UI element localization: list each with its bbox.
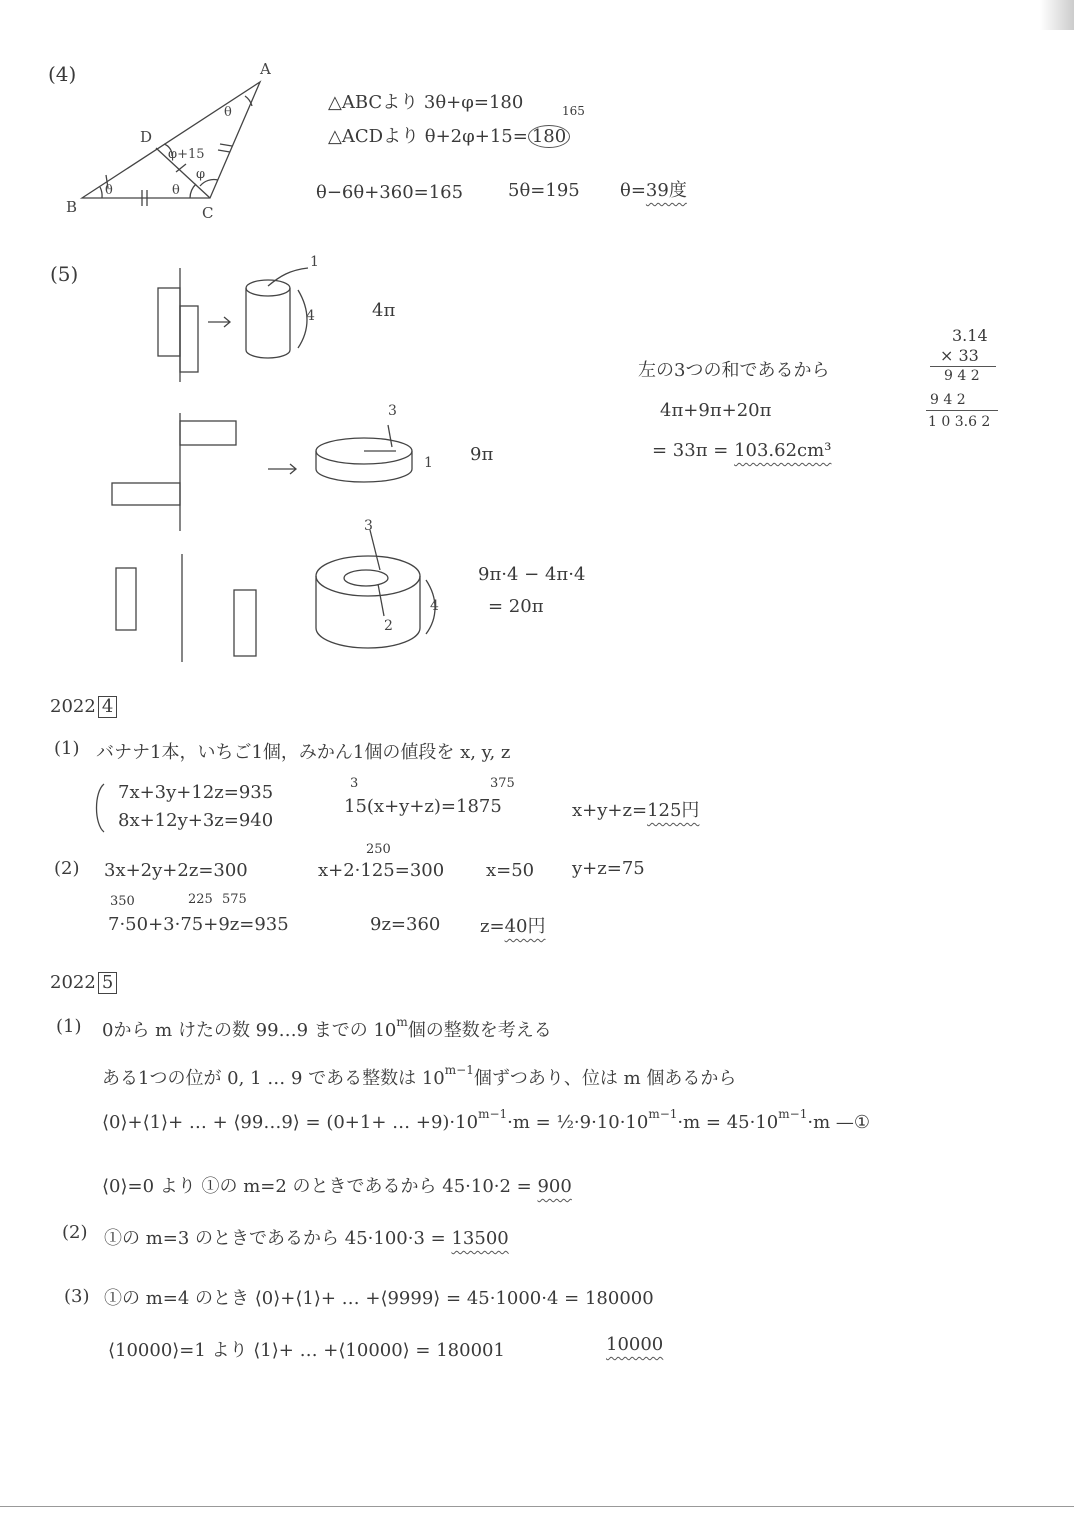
p4-year: 2022	[50, 696, 96, 717]
q4-line1: △ABCより 3θ+φ=180	[328, 92, 524, 113]
p4-q2-label: (2)	[54, 858, 80, 879]
q5-sum2-line	[652, 440, 831, 461]
angle-a-theta: θ	[224, 105, 232, 120]
p5-line2: ある1つの位が 0, 1 … 9 である整数は $10^{m-1}$個ずつあり、位は m 個あるから	[102, 1063, 737, 1089]
p5-q3-label: (3)	[64, 1286, 90, 1307]
p5-number: 5	[98, 972, 117, 994]
triangle-abc	[82, 82, 260, 198]
angle-a-arc	[245, 96, 252, 106]
q5-fig3	[108, 518, 448, 668]
q5-fig2	[108, 395, 448, 535]
scan-corner-shadow	[1040, 0, 1074, 30]
q5-val2: 9π	[470, 444, 494, 465]
angle-c1-arc	[190, 184, 196, 198]
fig3-h: 4	[430, 598, 439, 614]
system-brace	[92, 780, 106, 836]
p4-heading	[50, 696, 117, 718]
rect-left-3	[116, 568, 136, 630]
q4-line2	[328, 122, 570, 148]
rect-top-2	[180, 421, 236, 445]
fig1-r: 1	[310, 254, 319, 270]
fig3-r: 2	[384, 618, 393, 634]
p4-eq11: z=	[480, 916, 505, 937]
ring-bottom	[316, 628, 420, 648]
p4-eq8: y+z=75	[572, 858, 645, 879]
p4-note3: 3	[350, 776, 359, 791]
p4-answer2: 40円	[504, 916, 546, 937]
p5-line7: ⟨10000⟩=1 より ⟨1⟩+ … +⟨10000⟩ = 180001	[108, 1340, 505, 1361]
calc-line1: 3.14	[952, 326, 988, 345]
p4-eq9: 7·50+3·75+9z=935	[108, 914, 289, 935]
p5-answer2: 13500	[451, 1228, 509, 1249]
tick-ac-2	[220, 144, 232, 146]
q4-label: (4)	[48, 62, 77, 86]
disk-bottom	[316, 469, 412, 482]
p4-eq3: 15(x+y+z)=1875	[344, 796, 502, 817]
q4-answer: 39度	[645, 180, 687, 201]
p4-note350: 350	[110, 894, 135, 909]
p5-q2-label: (2)	[62, 1222, 88, 1243]
tick-ac-1	[218, 150, 230, 152]
p4-answer1: 125円	[647, 800, 700, 821]
calc-rule2	[926, 410, 998, 411]
q5-fig1	[150, 250, 340, 390]
fig1-h: 4	[306, 308, 315, 324]
fig2-r: 3	[388, 403, 397, 419]
p5-answer3: 10000	[606, 1334, 664, 1355]
p4-q1-text: バナナ1本，いちご1個，みかん1個の値段を x, y, z	[96, 742, 511, 763]
rect-right-1	[180, 306, 198, 372]
q4-answer-prefix: θ=	[620, 180, 646, 201]
leader-r3	[378, 584, 384, 616]
angle-b-theta: θ	[105, 183, 113, 198]
p4-eq7: x=50	[486, 860, 535, 881]
q4-answer-line	[620, 176, 687, 202]
p4-eq4-line	[572, 796, 699, 822]
angle-b-arc	[100, 187, 102, 198]
p4-eq4: x+y+z=	[572, 800, 648, 821]
scan-bottom-edge	[0, 1506, 1074, 1507]
p4-eq11-line	[480, 912, 545, 938]
vertex-a-label: A	[260, 60, 271, 78]
angle-c-theta: θ	[172, 183, 180, 198]
q4-note-165: 165	[562, 104, 585, 118]
leader-r2	[388, 425, 392, 447]
q5-val1: 4π	[372, 300, 396, 321]
rect-right-3	[234, 590, 256, 656]
p4-note575: 575	[222, 892, 247, 907]
fig2-h: 1	[424, 455, 433, 471]
p5-year: 2022	[50, 972, 96, 993]
q4-line3b: 5θ=195	[508, 180, 580, 201]
p4-eq5: 3x+2y+2z=300	[104, 860, 248, 881]
cylinder-bottom	[246, 350, 290, 358]
q5-label: (5)	[50, 262, 79, 286]
p5-heading	[50, 972, 117, 994]
q5-sum-title: 左の3つの和であるから	[638, 360, 830, 381]
angle-c-phi: φ	[196, 167, 206, 182]
leader-r	[268, 268, 308, 286]
q4-line2-circled: 180	[528, 125, 570, 148]
q4-line3a: θ−6θ+360=165	[316, 182, 464, 203]
q5-val3b: = 20π	[488, 596, 544, 617]
p5-line4: ⟨0⟩=0 より ①の m=2 のときであるから 45·10·2 = 900	[102, 1176, 572, 1197]
angle-d-phi15: φ+15	[168, 147, 205, 162]
ring-inner-top	[344, 570, 388, 586]
calc-line4: 9 4 2	[930, 392, 966, 408]
rect-left-2	[112, 483, 180, 505]
p4-eq10: 9z=360	[370, 914, 441, 935]
vertex-b-label: B	[66, 198, 78, 216]
triangle-figure	[60, 60, 280, 230]
vertex-d-label: D	[140, 128, 153, 146]
p4-eq1: 7x+3y+12z=935	[118, 782, 274, 803]
p5-answer1: 900	[537, 1176, 572, 1197]
leader-R	[370, 530, 380, 570]
rect-left-1	[158, 288, 180, 356]
p5-line3: ⟨0⟩+⟨1⟩+ … + ⟨99…9⟩ = (0+1+ … $+9)\cdot 10^{m-1}\cdot m$ = $\frac{1}{2}\cdot 9\cdot 10\cdot 10^{m-1}\cdot m = 45\cdot 10^{m-1}\cdot m$ —①	[102, 1107, 870, 1133]
q5-sum1: 4π+9π+20π	[660, 400, 772, 421]
q4-line2-eq: △ACDより θ+2φ+15=	[328, 126, 528, 147]
p4-note225: 225	[188, 892, 213, 907]
p5-line5: ①の m=3 のときであるから 45·100·3 = 13500	[104, 1228, 509, 1249]
q5-val3a: 9π·4 − 4π·4	[478, 564, 586, 585]
calc-line3: 9 4 2	[944, 368, 980, 384]
vertex-c-label: C	[202, 204, 214, 222]
p4-q1-label: (1)	[54, 738, 80, 759]
calc-line2: × 33	[940, 346, 979, 365]
q5-sum2: = 33π =	[652, 440, 735, 461]
p4-note375: 375	[490, 776, 515, 791]
p5-q1-label: (1)	[56, 1016, 82, 1037]
p4-number: 4	[98, 696, 117, 718]
q5-answer: 103.62cm³	[734, 440, 832, 461]
p4-eq6: x+2·125=300	[318, 860, 445, 881]
cylinder-top	[246, 280, 290, 296]
p4-note250: 250	[366, 842, 391, 857]
calc-rule1	[930, 366, 996, 367]
ring-outer-top	[316, 556, 420, 596]
fig3-R: 3	[364, 518, 373, 534]
p4-eq2: 8x+12y+3z=940	[118, 810, 274, 831]
p5-line1: 0から m けたの数 99…9 までの 10$^m$個の整数を考える	[102, 1015, 552, 1041]
calc-line5: 1 0 3.6 2	[928, 414, 991, 430]
p5-line6: ①の m=4 のとき ⟨0⟩+⟨1⟩+ … +⟨9999⟩ = 45·1000·4 = 180000	[104, 1288, 654, 1309]
